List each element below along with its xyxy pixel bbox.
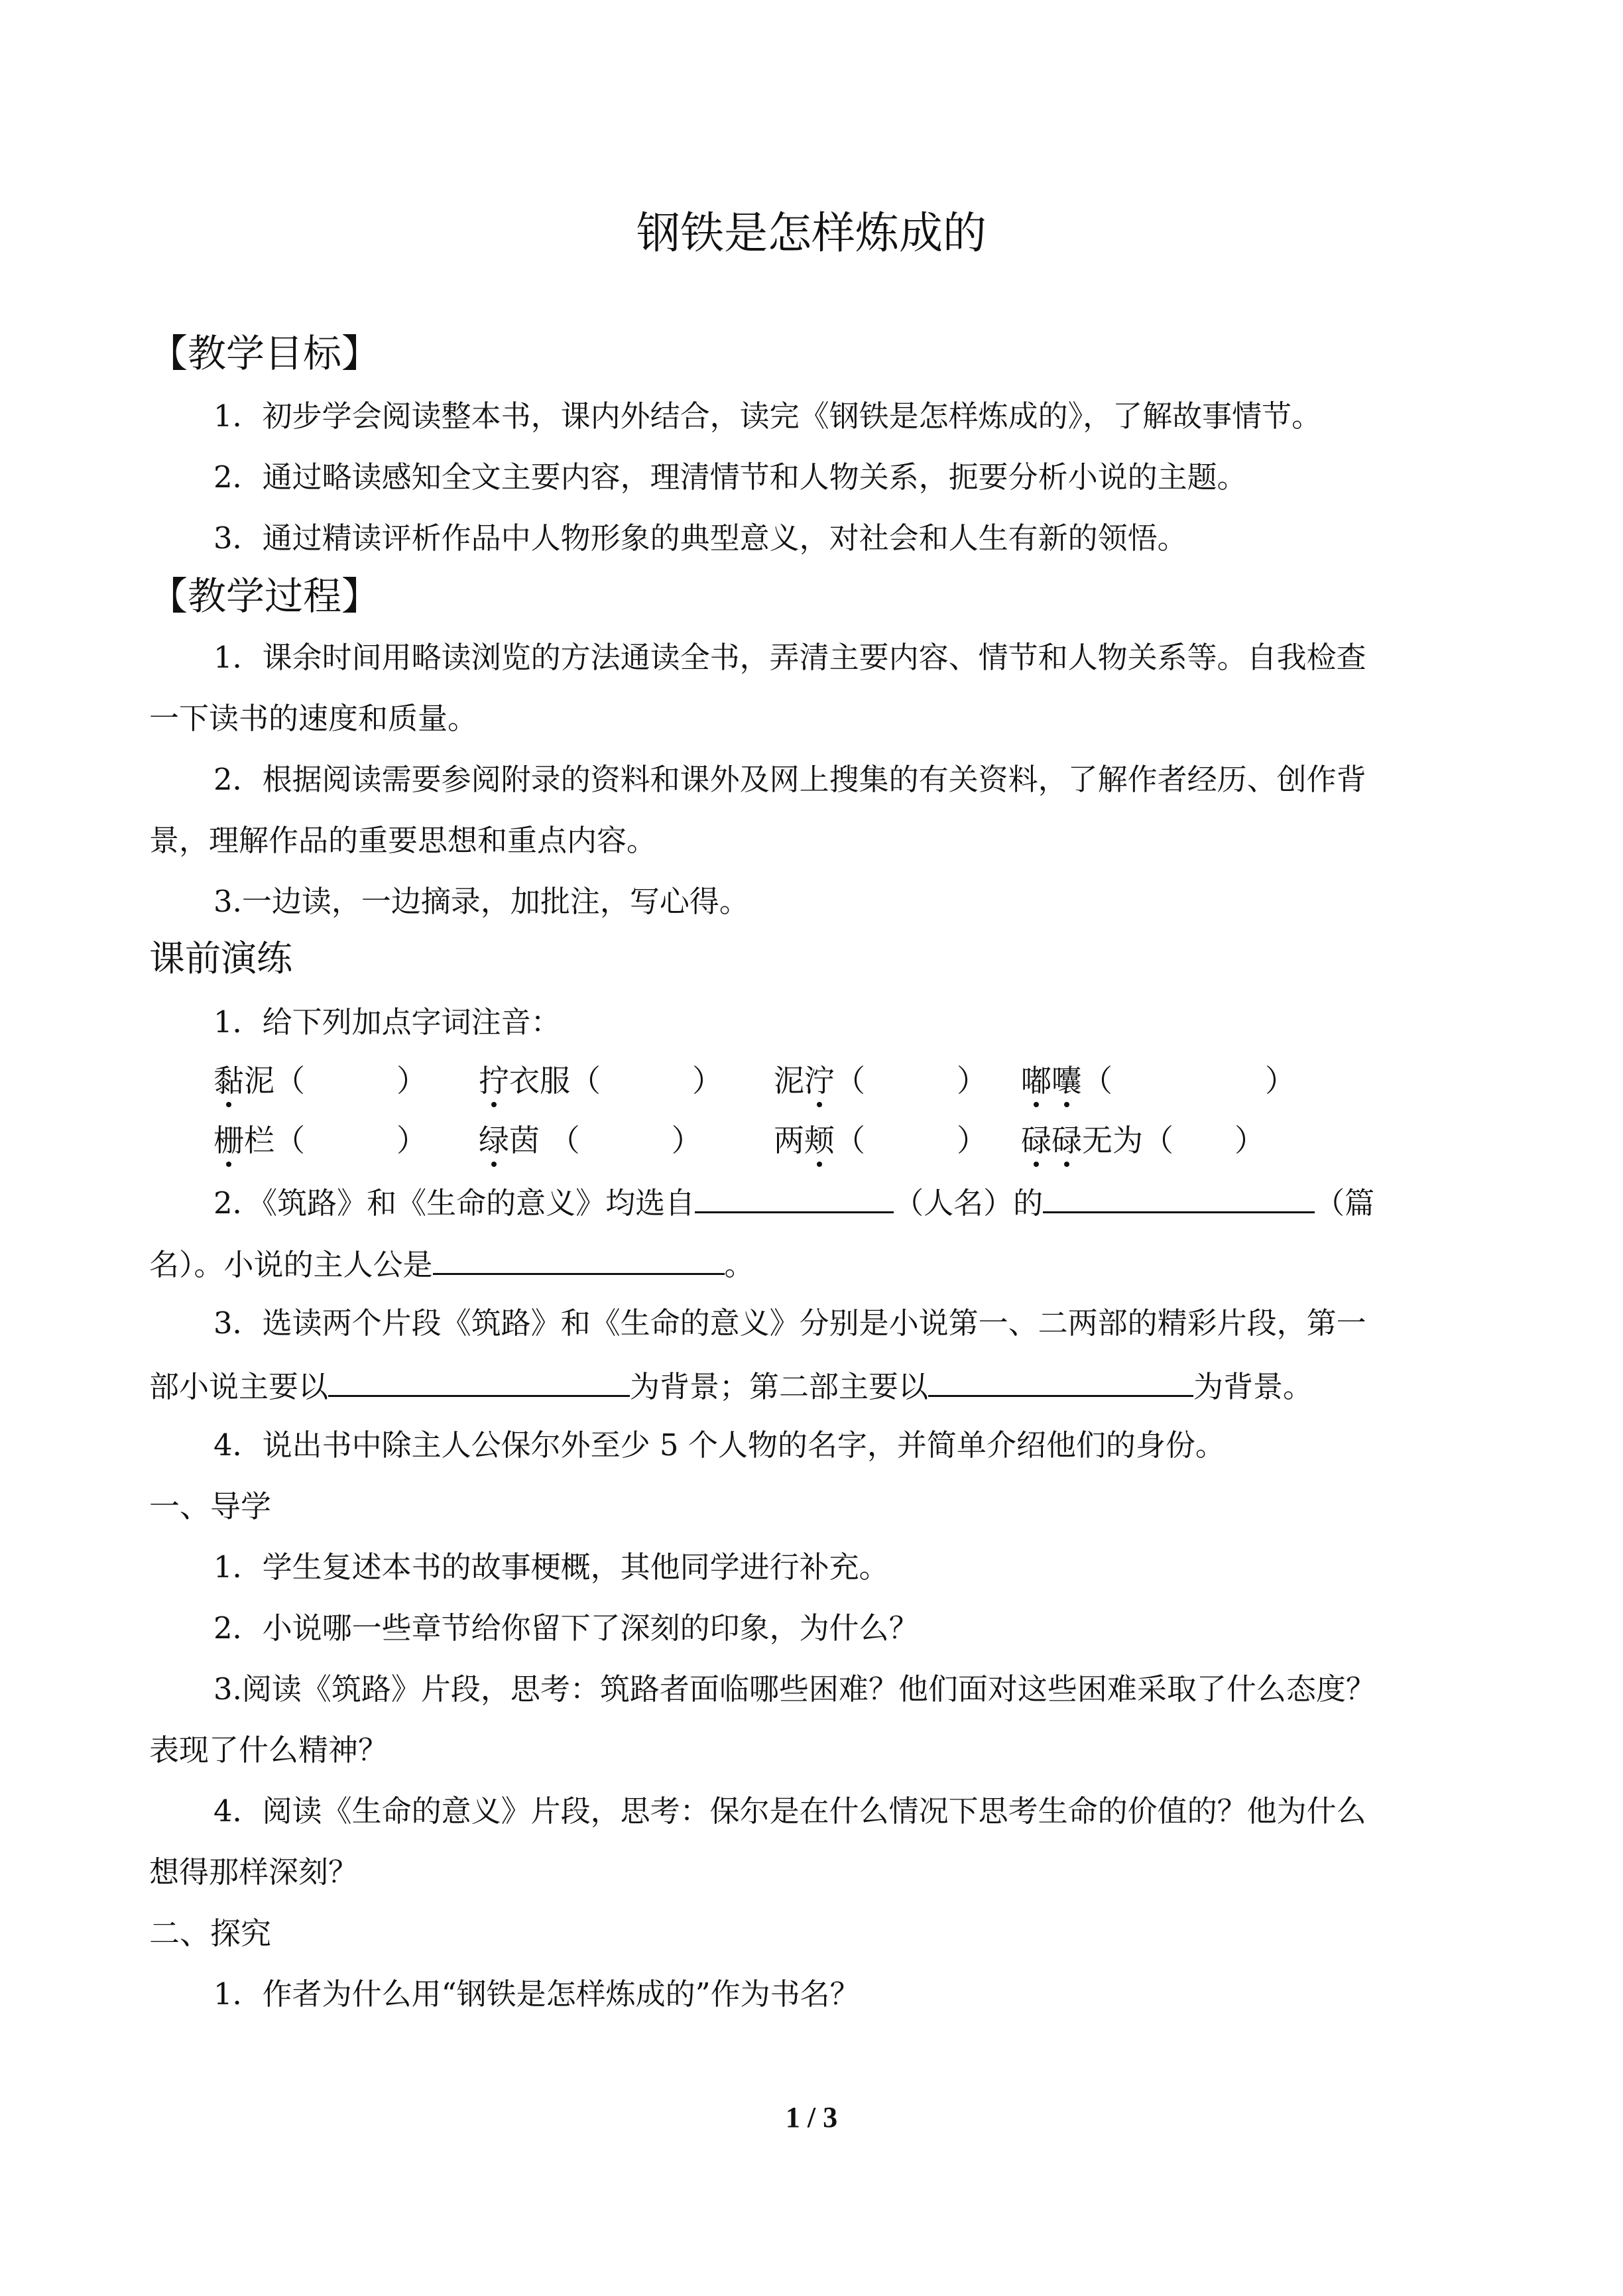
guide-heading: 一、导学 xyxy=(149,1488,271,1524)
guide-item-1: 1．学生复述本书的故事梗概，其他同学进行补充。 xyxy=(213,1549,889,1585)
pre-question-2-line1: 2．《筑路》和《生命的意义》均选自 （人名）的 （篇 xyxy=(213,1181,1539,1223)
process-item-2-line1: 2．根据阅读需要参阅附录的资料和课外及网上搜集的有关资料，了解作者经历、创作背 xyxy=(213,762,1366,797)
word-lulu-wuwei: 碌碌无为（ ） xyxy=(1021,1120,1265,1160)
explore-item-1: 1．作者为什么用“钢铁是怎样炼成的”作为书名？ xyxy=(213,1976,860,2012)
goal-item-3: 3．通过精读评析作品中人物形象的典型意义，对社会和人生有新的领悟。 xyxy=(213,520,1187,556)
word-nining: 泥泞（ ） xyxy=(774,1061,987,1101)
pre-practice-heading: 课前演练 xyxy=(149,937,292,979)
word-zhalan: 栅栏（ ） xyxy=(213,1120,427,1160)
explore-heading: 二、探究 xyxy=(149,1915,271,1951)
guide-item-2: 2．小说哪一些章节给你留下了深刻的印象，为什么？ xyxy=(213,1610,919,1646)
blank-background-1[interactable] xyxy=(328,1364,630,1397)
blank-title[interactable] xyxy=(1043,1181,1315,1213)
pre-question-2-line2: 名）。小说的主人公是 。 xyxy=(149,1242,1475,1285)
guide-item-3-line2: 表现了什么精神？ xyxy=(149,1732,389,1768)
pre-question-3-line2: 部小说主要以 为背景；第二部主要以 为背景。 xyxy=(149,1364,1475,1407)
blank-background-2[interactable] xyxy=(928,1364,1193,1397)
word-ning-yifu: 拧衣服（ ） xyxy=(479,1061,723,1101)
document-title: 钢铁是怎样炼成的 xyxy=(636,208,987,259)
process-item-3: 3.一边读，一边摘录，加批注，写心得。 xyxy=(213,884,749,919)
pre-question-1: 1．给下列加点字词注音： xyxy=(213,1004,561,1040)
page-number: 1 / 3 xyxy=(785,2101,838,2134)
pre-question-4: 4．说出书中除主人公保尔外至少 5 个人物的名字，并简单介绍他们的身份。 xyxy=(213,1427,1225,1463)
guide-item-4-line1: 4．阅读《生命的意义》片段，思考：保尔是在什么情况下思考生命的价值的？他为什么 xyxy=(213,1793,1366,1829)
word-dunang: 嘟囔（ ） xyxy=(1021,1061,1295,1101)
process-item-2-line2: 景，理解作品的重要思想和重点内容。 xyxy=(149,823,657,858)
blank-protagonist[interactable] xyxy=(433,1242,725,1275)
blank-author[interactable] xyxy=(695,1181,894,1213)
goal-item-1: 1．初步学会阅读整本书，课内外结合，读完《钢铁是怎样炼成的》，了解故事情节。 xyxy=(213,398,1322,434)
goals-heading: 【教学目标】 xyxy=(149,331,381,376)
pre-question-3-line1: 3．选读两个片段《筑路》和《生命的意义》分别是小说第一、二两部的精彩片段，第一 xyxy=(213,1305,1366,1341)
guide-item-4-line2: 想得那样深刻？ xyxy=(149,1854,359,1890)
word-nini: 黏泥（ ） xyxy=(213,1061,427,1101)
word-lvyin: 绿茵 （ ） xyxy=(479,1120,702,1160)
guide-item-3-line1: 3.阅读《筑路》片段，思考：筑路者面临哪些困难？他们面对这些困难采取了什么态度？ xyxy=(213,1671,1376,1707)
goal-item-2: 2．通过略读感知全文主要内容，理清情节和人物关系，扼要分析小说的主题。 xyxy=(213,459,1247,495)
process-heading: 【教学过程】 xyxy=(149,574,381,619)
process-item-1-line2: 一下读书的速度和质量。 xyxy=(149,701,478,736)
word-liangjia: 两颊（ ） xyxy=(774,1120,987,1160)
process-item-1-line1: 1．课余时间用略读浏览的方法通读全书，弄清主要内容、情节和人物关系等。自我检查 xyxy=(213,640,1366,675)
